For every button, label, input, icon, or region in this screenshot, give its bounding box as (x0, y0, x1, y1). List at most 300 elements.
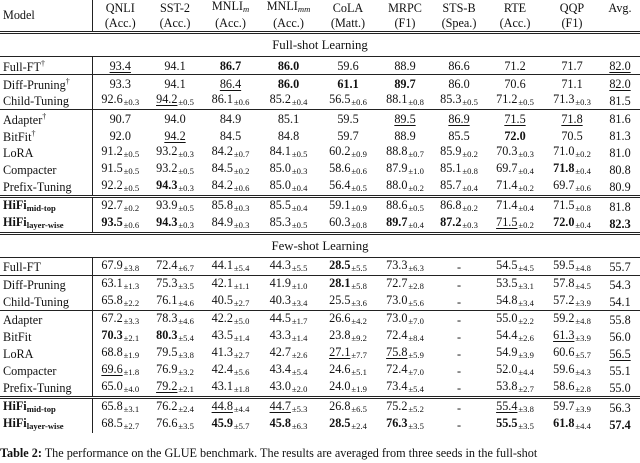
cell-std: ±5.8 (351, 281, 367, 291)
cell-value: 45.8 (269, 416, 291, 430)
table-row (0, 258, 640, 276)
cell-std: ±0.4 (291, 203, 308, 213)
section-title-row (0, 234, 640, 258)
table-row (0, 127, 640, 144)
table-cell (259, 258, 318, 276)
cell-value: 89.7 (394, 76, 416, 91)
cell-value: 67.9 (101, 258, 123, 272)
cell-std: ±2.6 (518, 333, 534, 343)
table-cell (486, 75, 544, 93)
cell-value: 28.5 (329, 416, 351, 430)
cell-std: ±9.2 (351, 333, 367, 343)
cell-value: 68.8 (101, 345, 123, 359)
table-cell (259, 416, 318, 433)
cell-value: 93.4 (109, 58, 131, 73)
column-header-7 (486, 0, 544, 16)
table-cell (259, 311, 318, 329)
table-cell (432, 293, 486, 311)
cell-value: 73.0 (386, 311, 408, 325)
table-cell (148, 144, 202, 161)
cell-value: 86.1 (211, 92, 233, 106)
cell-value: 70.6 (504, 76, 526, 91)
cell-value: 56.0 (609, 329, 631, 344)
cell-value: 94.2 (164, 128, 186, 143)
cell-value: - (456, 312, 462, 327)
cell-value: 86.9 (448, 111, 470, 126)
cell-std: ±3.6 (351, 298, 367, 308)
cell-value: 55.5 (496, 416, 518, 430)
cell-std: ±0.2 (518, 220, 534, 230)
cell-value: 55.8 (609, 312, 631, 327)
row-model-name (0, 416, 92, 433)
cell-std: ±3.5 (518, 421, 534, 431)
cell-std: ±4.6 (178, 316, 194, 326)
cell-std: ±1.1 (233, 281, 250, 291)
cell-value: 72.0 (504, 128, 526, 143)
cell-std: ±1.0 (291, 281, 308, 291)
cell-std: ±2.8 (575, 384, 591, 394)
table-cell (259, 92, 318, 110)
cell-value: 57.8 (553, 276, 575, 290)
cell-std: ±0.5 (178, 203, 194, 213)
table-cell (378, 398, 432, 417)
column-name: MNLI (266, 0, 298, 13)
cell-value: 55.7 (609, 259, 631, 274)
table-cell (92, 75, 148, 93)
table-row (0, 362, 640, 379)
cell-std: ±7.0 (408, 367, 424, 377)
cell-value: 71.8 (561, 111, 583, 126)
cell-value: 81.8 (609, 199, 631, 214)
cell-std: ±0.6 (233, 183, 250, 193)
cell-value: 84.5 (211, 161, 233, 175)
model-name: Compacter (3, 162, 57, 177)
cell-value: 89.5 (394, 111, 416, 126)
cell-value: 60.6 (553, 345, 575, 359)
cell-std: ±0.2 (462, 149, 478, 159)
table-cell (318, 293, 378, 311)
table-cell (92, 379, 148, 398)
cell-std: ±4.8 (575, 316, 591, 326)
dagger-mark: † (31, 129, 36, 138)
cell-value: 92.7 (101, 198, 123, 212)
cell-std: ±3.4 (518, 298, 534, 308)
cell-std: ±0.5 (351, 183, 367, 193)
cell-value: 72.4 (156, 258, 178, 272)
table-cell (432, 215, 486, 234)
column-name: MRPC (388, 0, 422, 15)
cell-std: ±2.4 (178, 404, 194, 414)
cell-std: ±5.6 (408, 298, 424, 308)
cell-value: 78.3 (156, 311, 178, 325)
table-cell (202, 345, 259, 362)
cell-value: 73.4 (386, 379, 408, 393)
cell-value: 65.8 (101, 293, 123, 307)
row-model-name (0, 276, 92, 294)
cell-value: 93.2 (156, 161, 178, 175)
cell-std: ±2.7 (518, 384, 534, 394)
cell-value: 88.1 (386, 92, 408, 106)
cell-value: 73.0 (386, 293, 408, 307)
cell-value: 71.4 (496, 198, 518, 212)
cell-std: ±7.0 (408, 316, 424, 326)
cell-value: - (456, 400, 462, 415)
table-cell (202, 75, 259, 93)
model-name: HiFi (3, 399, 27, 413)
cell-value: - (456, 380, 462, 395)
cell-value: 53.5 (496, 276, 518, 290)
cell-value: 92.2 (101, 178, 123, 192)
cell-value: 82.3 (609, 216, 631, 231)
table-cell (92, 110, 148, 128)
cell-value: 70.5 (561, 128, 583, 143)
cell-value: 76.1 (156, 293, 178, 307)
cell-value: 56.5 (609, 346, 631, 361)
cell-value: 43.1 (211, 379, 233, 393)
cell-std: ±0.3 (575, 97, 591, 107)
cell-value: 70.3 (101, 328, 123, 342)
section-title: Few-shot Learning (0, 234, 640, 258)
cell-value: 72.4 (386, 328, 408, 342)
table-cell (259, 362, 318, 379)
cell-value: 92.0 (109, 128, 131, 143)
cell-std: ±3.9 (575, 298, 591, 308)
cell-std: ±0.2 (462, 203, 478, 213)
cell-value: 87.9 (386, 161, 408, 175)
average-cell (600, 258, 640, 276)
row-model-name (0, 161, 92, 178)
table-cell (378, 416, 432, 433)
cell-std: ±3.5 (178, 281, 194, 291)
cell-value: 44.7 (269, 399, 291, 413)
cell-std: ±5.2 (408, 404, 424, 414)
table-cell (432, 258, 486, 276)
dagger-mark: † (65, 77, 70, 86)
table-cell (259, 398, 318, 417)
table-cell (486, 379, 544, 398)
cell-value: 53.8 (496, 379, 518, 393)
column-name: MNLI (211, 0, 243, 13)
table-cell (318, 110, 378, 128)
table-cell (148, 293, 202, 311)
cell-std: ±2.7 (233, 298, 250, 308)
cell-value: 85.3 (269, 215, 291, 229)
cell-value: 84.1 (269, 144, 291, 158)
table-cell (148, 75, 202, 93)
cell-std: ±4.6 (178, 298, 194, 308)
cell-std: ±7.7 (351, 350, 367, 360)
cell-std: ±1.7 (291, 316, 308, 326)
cell-value: 82.0 (609, 76, 631, 91)
cell-std: ±0.4 (408, 220, 424, 230)
cell-std: ±0.8 (462, 166, 478, 176)
cell-std: ±0.2 (408, 183, 424, 193)
cell-value: 54.8 (496, 293, 518, 307)
cell-std: ±0.3 (178, 220, 194, 230)
cell-std: ±5.4 (291, 367, 308, 377)
cell-value: 93.5 (101, 215, 123, 229)
table-cell (202, 57, 259, 75)
cell-value: 42.1 (211, 276, 233, 290)
cell-value: 54.1 (609, 294, 631, 309)
row-model-name (0, 197, 92, 216)
table-cell (259, 161, 318, 178)
table-cell (202, 416, 259, 433)
table-cell (544, 178, 600, 197)
table-cell (378, 345, 432, 362)
table-cell (544, 276, 600, 294)
column-header-9 (600, 0, 640, 16)
table-cell (432, 398, 486, 417)
table-cell (148, 161, 202, 178)
cell-value: 23.8 (329, 328, 351, 342)
table-cell (318, 276, 378, 294)
header-row-metrics (0, 16, 640, 33)
table-cell (486, 127, 544, 144)
table-cell (92, 362, 148, 379)
model-name: HiFi (3, 198, 27, 212)
model-name: Full-FT (3, 259, 41, 274)
cell-std: ±3.9 (575, 404, 591, 414)
cell-std: ±5.4 (233, 263, 250, 273)
cell-std: ±0.6 (351, 97, 367, 107)
average-cell (600, 215, 640, 234)
cell-value: 27.1 (329, 345, 351, 359)
table-row (0, 345, 640, 362)
model-name: BitFit (3, 130, 32, 144)
cell-std: ±5.1 (351, 367, 367, 377)
table-cell (544, 379, 600, 398)
column-header-2 (202, 0, 259, 16)
cell-value: 65.8 (101, 399, 123, 413)
table-cell (486, 276, 544, 294)
table-cell (432, 311, 486, 329)
cell-value: 92.6 (101, 92, 123, 106)
cell-value: 85.3 (440, 92, 462, 106)
cell-value: 43.3 (269, 328, 291, 342)
table-cell (202, 379, 259, 398)
table-cell (378, 311, 432, 329)
cell-value: 81.5 (609, 93, 631, 108)
table-cell (259, 57, 318, 75)
cell-value: 69.6 (101, 362, 123, 376)
model-name: Full-FT (3, 60, 41, 74)
cell-std: ±5.5 (351, 263, 367, 273)
column-metric-8: (F1) (561, 16, 583, 30)
table-cell (202, 110, 259, 128)
table-cell (92, 276, 148, 294)
cell-value: 87.2 (440, 215, 462, 229)
cell-value: 54.5 (496, 258, 518, 272)
cell-value: 80.9 (609, 179, 631, 194)
table-cell (432, 178, 486, 197)
cell-value: 44.5 (269, 311, 291, 325)
cell-std: ±0.6 (351, 166, 367, 176)
table-cell (92, 127, 148, 144)
model-variant-subscript: layer-wise (26, 220, 64, 230)
table-cell (318, 144, 378, 161)
column-metric-4: (Matt.) (330, 16, 366, 30)
cell-value: 76.2 (156, 399, 178, 413)
table-cell (202, 293, 259, 311)
model-name: Adapter (3, 113, 43, 127)
cell-std: ±0.3 (233, 220, 250, 230)
cell-std: ±1.9 (351, 384, 367, 394)
cell-value: 85.1 (440, 161, 462, 175)
cell-std: ±2.2 (123, 298, 140, 308)
table-cell (486, 416, 544, 433)
table-cell (544, 328, 600, 345)
table-cell (148, 92, 202, 110)
cell-value: 75.2 (386, 399, 408, 413)
cell-std: ±3.3 (123, 316, 140, 326)
cell-value: 93.3 (109, 76, 131, 91)
cell-value: 86.8 (440, 198, 462, 212)
cell-value: 59.6 (337, 58, 359, 73)
cell-value: 58.6 (553, 379, 575, 393)
cell-value: 57.2 (553, 293, 575, 307)
cell-value: 57.4 (609, 417, 631, 432)
cell-value: 54.4 (496, 328, 518, 342)
table-cell (202, 178, 259, 197)
table-cell (202, 328, 259, 345)
cell-std: ±2.1 (123, 333, 140, 343)
average-cell (600, 144, 640, 161)
table-row (0, 178, 640, 197)
table-cell (92, 215, 148, 234)
cell-std: ±6.5 (351, 404, 367, 414)
cell-value: 85.5 (269, 198, 291, 212)
table-cell (486, 311, 544, 329)
table-row (0, 311, 640, 329)
model-name: BitFit (3, 329, 32, 344)
cell-value: 59.7 (553, 399, 575, 413)
table-cell (432, 328, 486, 345)
model-name: LoRA (3, 346, 34, 361)
column-metric-3: (Acc.) (273, 16, 304, 30)
cell-value: 86.0 (277, 58, 300, 73)
column-metric-5: (F1) (394, 16, 416, 30)
table-cell (259, 293, 318, 311)
table-cell (259, 197, 318, 216)
table-cell (92, 197, 148, 216)
table-cell (148, 197, 202, 216)
cell-value: 80.8 (609, 162, 631, 177)
table-cell (378, 161, 432, 178)
cell-std: ±1.4 (291, 333, 308, 343)
cell-value: 76.9 (156, 362, 178, 376)
cell-value: 88.0 (386, 178, 408, 192)
cell-std: ±2.6 (291, 350, 308, 360)
table-row (0, 379, 640, 398)
cell-std: ±5.7 (575, 350, 591, 360)
cell-std: ±4.8 (575, 263, 591, 273)
cell-value: 86.7 (219, 58, 242, 73)
table-cell (318, 57, 378, 75)
cell-value: 71.2 (496, 92, 518, 106)
table-cell (318, 258, 378, 276)
cell-value: 40.5 (211, 293, 233, 307)
model-variant-subscript: mid-top (26, 404, 56, 414)
cell-value: 63.1 (101, 276, 123, 290)
cell-value: 28.5 (329, 258, 351, 272)
cell-std: ±0.9 (351, 149, 367, 159)
table-cell (486, 144, 544, 161)
section-title-row (0, 33, 640, 57)
table-cell (544, 293, 600, 311)
cell-value: 28.1 (329, 276, 351, 290)
cell-std: ±0.2 (575, 149, 591, 159)
table-cell (259, 178, 318, 197)
average-cell (600, 110, 640, 128)
cell-value: 91.2 (101, 144, 123, 158)
cell-value: 73.3 (386, 258, 408, 272)
table-cell (202, 144, 259, 161)
cell-std: ±0.3 (178, 149, 194, 159)
cell-value: 82.0 (609, 58, 631, 73)
table-cell (486, 362, 544, 379)
table-cell (148, 345, 202, 362)
table-cell (259, 328, 318, 345)
cell-value: 88.8 (386, 144, 408, 158)
cell-std: ±0.3 (291, 166, 308, 176)
table-cell (378, 75, 432, 93)
cell-std: ±5.0 (233, 316, 250, 326)
average-cell (600, 127, 640, 144)
cell-value: 75.8 (386, 345, 408, 359)
dagger-mark: † (42, 112, 47, 121)
table-cell (259, 110, 318, 128)
cell-value: 70.3 (496, 144, 518, 158)
cell-value: 86.0 (277, 76, 300, 91)
table-cell (378, 328, 432, 345)
cell-std: ±4.4 (233, 404, 250, 414)
column-metric-2: (Acc.) (215, 16, 246, 30)
table-cell (432, 161, 486, 178)
cell-std: ±3.8 (178, 350, 194, 360)
cell-value: 85.5 (448, 128, 470, 143)
table-cell (544, 110, 600, 128)
table-row (0, 92, 640, 110)
table-cell (432, 75, 486, 93)
cell-value: 43.4 (269, 362, 291, 376)
table-cell (486, 258, 544, 276)
row-model-name (0, 92, 92, 110)
table-cell (378, 178, 432, 197)
cell-value: 84.9 (219, 111, 242, 126)
cell-std: ±0.2 (518, 183, 534, 193)
average-cell (600, 362, 640, 379)
table-cell (544, 161, 600, 178)
table-cell (486, 92, 544, 110)
cell-std: ±0.9 (351, 203, 367, 213)
cell-std: ±2.0 (291, 384, 308, 394)
cell-std: ±4.5 (575, 281, 591, 291)
column-metric-1: (Acc.) (159, 16, 191, 30)
cell-std: ±1.9 (123, 350, 140, 360)
cell-value: - (456, 294, 462, 309)
table-cell (259, 75, 318, 93)
row-model-name (0, 398, 92, 417)
cell-std: ±3.5 (178, 421, 194, 431)
table-row (0, 328, 640, 345)
row-model-name (0, 215, 92, 234)
cell-value: - (456, 346, 462, 361)
table-cell (486, 293, 544, 311)
average-cell (600, 416, 640, 433)
table-cell (486, 110, 544, 128)
table-cell (486, 398, 544, 417)
